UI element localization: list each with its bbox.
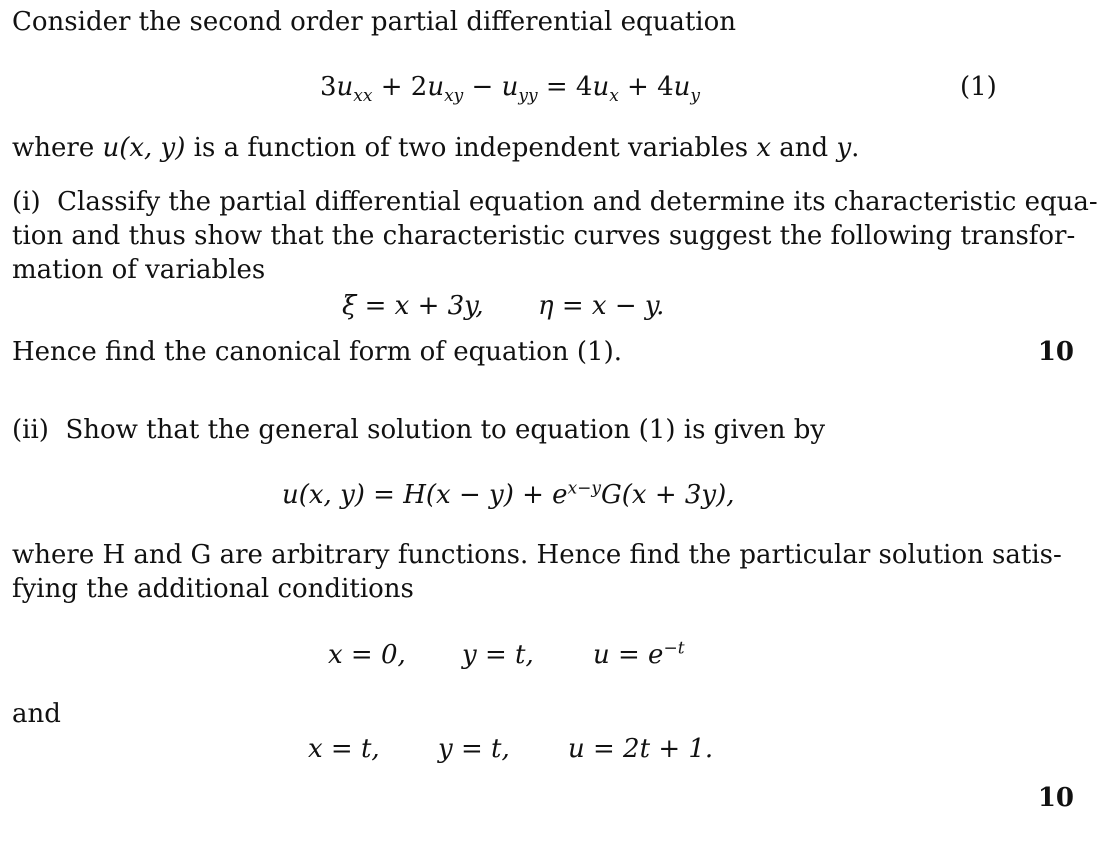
transform-xi: ξ = x + 3y, [342,291,484,321]
general-solution: u(x, $y) = H(x - y) + e^{x-y}G(x + 3y)$, [282,478,735,510]
part-ii-where-line-2: fying the additional conditions [12,574,414,604]
part-ii-marks: 10 [1037,783,1074,813]
condition-2-y: y = t, [438,734,510,764]
part-i-marks: 10 [1037,337,1074,367]
condition-2-x: x = t, [308,734,380,764]
part-i-line-2: tion and thus show that the characteristic curves suggest the following transfor- [12,221,1076,251]
part-ii-label: (ii) [12,415,49,445]
part-i-line-3: mation of variables [12,255,266,285]
condition-1-y: y = t, [462,640,534,670]
part-ii-line-1: (ii) Show that the general solution to equation (1) is given by [12,415,826,445]
equation-1-label: (1) [960,72,997,102]
where-line: where u(x, y) is a function of two independent variables x and y. [12,133,860,163]
part-i-line-1: (i) Classify the partial differential equation and determine its characteristic equa- [12,187,1098,217]
intro-text: Consider the second order partial differential equation [12,7,737,37]
part-ii-where-line-1: where H and G are arbitrary functions. Hence find the particular solution satis- [12,540,1062,570]
transform-eta: η = x − y. [538,291,665,321]
condition-1-x: x = 0, [328,640,406,670]
condition-1-u: $u = e^{-t}$ [593,638,685,670]
equation-1: $3u_{xx} + 2u_{xy} - u_{yy} = 4u_x + 4u_y$ [320,72,701,107]
part-i-label: (i) [12,187,41,217]
and-text: and [12,699,61,729]
part-i-hence: Hence find the canonical form of equation (1). [12,337,622,367]
condition-2-u: u = 2t + 1. [568,734,714,764]
